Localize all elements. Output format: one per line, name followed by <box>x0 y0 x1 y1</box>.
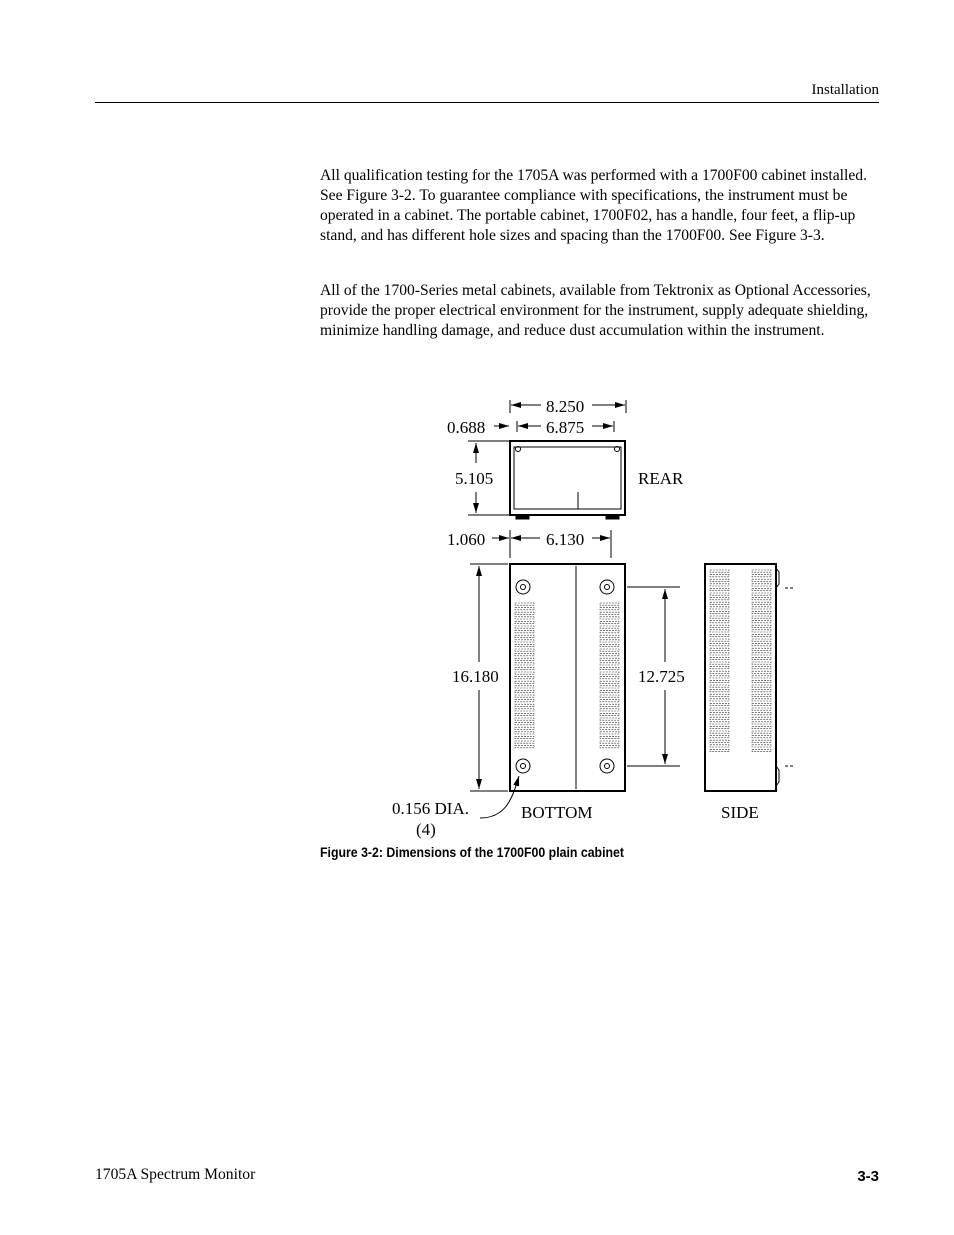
vent-slot <box>600 672 619 674</box>
vent-slot <box>515 709 534 711</box>
vent-slot <box>515 723 534 725</box>
vent-slot <box>600 644 619 646</box>
vent-slot <box>515 718 534 720</box>
vent-slot <box>710 657 729 659</box>
vent-slot <box>515 686 534 688</box>
vent-slot <box>710 579 729 581</box>
vent-slot <box>515 608 534 610</box>
vent-slot <box>515 677 534 679</box>
vent-slot <box>600 713 619 715</box>
label-side-view: SIDE <box>721 803 759 822</box>
vent-slot <box>710 598 729 600</box>
vent-slot <box>710 588 729 590</box>
vent-slot <box>710 745 729 747</box>
vent-slot <box>752 667 771 669</box>
vent-slot <box>710 634 729 636</box>
vent-slot <box>600 736 619 738</box>
vent-slot <box>752 662 771 664</box>
vent-slot <box>710 690 729 692</box>
vent-slot <box>600 727 619 729</box>
vent-slot <box>752 579 771 581</box>
vent-slot <box>710 662 729 664</box>
dim-rear-edge-offset: 0.688 <box>447 418 486 437</box>
vent-slot <box>710 616 729 618</box>
dim-rear-hole-spacing: 6.875 <box>546 418 585 437</box>
vent-slot <box>752 648 771 650</box>
vent-slot <box>515 631 534 633</box>
running-header: Installation <box>811 82 879 98</box>
vent-slot <box>752 588 771 590</box>
vent-slot <box>515 663 534 665</box>
vent-slot <box>752 703 771 705</box>
vent-slot <box>515 681 534 683</box>
vent-slot <box>710 694 729 696</box>
vent-slot <box>710 717 729 719</box>
vent-slot <box>600 704 619 706</box>
vent-slot <box>710 731 729 733</box>
vent-slot <box>752 713 771 715</box>
vent-slot <box>600 608 619 610</box>
vent-slot <box>515 621 534 623</box>
vent-slot <box>752 616 771 618</box>
vent-slot <box>710 722 729 724</box>
vent-slot <box>710 685 729 687</box>
vent-slot <box>752 676 771 678</box>
bottom-view <box>510 564 625 791</box>
vent-slot <box>710 749 729 751</box>
vent-slot <box>752 625 771 627</box>
vent-slot <box>515 617 534 619</box>
vent-slot <box>515 626 534 628</box>
vent-slot <box>752 749 771 751</box>
vent-slot <box>752 685 771 687</box>
vent-slot <box>752 671 771 673</box>
vent-slot <box>710 593 729 595</box>
vent-slot <box>752 717 771 719</box>
dim-bottom-hole-spacing: 6.130 <box>546 530 585 549</box>
vent-slot <box>600 640 619 642</box>
vent-slot <box>515 732 534 734</box>
vent-slot <box>752 598 771 600</box>
label-bottom-view: BOTTOM <box>521 803 593 822</box>
vent-slot <box>515 603 534 605</box>
vent-slot <box>600 700 619 702</box>
vent-slot <box>752 644 771 646</box>
vent-slot <box>752 639 771 641</box>
vent-slot <box>515 713 534 715</box>
vent-slot <box>600 612 619 614</box>
paragraph-metal-cabinets: All of the 1700-Series metal cabinets, available from Tektronix as Optional Accessories, provide the proper electrical environment for the instrument, supply adequate shielding, minimize handling damage, and reduce dust accumulation within the instrument. <box>320 282 871 339</box>
vent-slot <box>600 746 619 748</box>
vent-slot <box>710 584 729 586</box>
dim-rear-height: 5.105 <box>455 469 494 488</box>
vent-slot <box>752 722 771 724</box>
vent-slot <box>600 654 619 656</box>
paragraph-cabinet-testing: All qualification testing for the 1705A was performed with a 1700F00 cabinet installed. See Figure 3-2. To guarantee compliance with specifications, the instrument must be operated in a cabinet. The portable cabinet, 1700F02, has a handle, four feet, a flip-up stand, and has different hole sizes and spacing than the 1700F00. See Figure 3-3. <box>320 167 867 244</box>
vent-slot <box>710 639 729 641</box>
vent-slot <box>515 746 534 748</box>
vent-slot <box>710 602 729 604</box>
vent-slot <box>752 657 771 659</box>
vent-slot <box>710 676 729 678</box>
vent-slot <box>710 625 729 627</box>
vent-slot <box>710 607 729 609</box>
label-rear-view: REAR <box>638 469 684 488</box>
vent-slot <box>710 736 729 738</box>
vent-slot <box>515 741 534 743</box>
vent-slot <box>600 658 619 660</box>
vent-slot <box>600 631 619 633</box>
vent-slot <box>752 611 771 613</box>
dim-bottom-hole-length-spacing: 12.725 <box>638 667 685 686</box>
vent-slot <box>600 649 619 651</box>
dim-hole-diameter: 0.156 DIA. <box>392 799 469 818</box>
vent-slot <box>752 653 771 655</box>
vent-slot <box>752 708 771 710</box>
vent-slot <box>600 718 619 720</box>
vent-slot <box>600 709 619 711</box>
vent-slot <box>752 630 771 632</box>
vent-slot <box>752 694 771 696</box>
vent-slot <box>710 575 729 577</box>
vent-slot <box>752 731 771 733</box>
vent-slot <box>710 611 729 613</box>
vent-slot <box>515 649 534 651</box>
vent-slot <box>600 621 619 623</box>
vent-slot <box>600 686 619 688</box>
vent-slot <box>710 570 729 572</box>
vent-slot <box>600 617 619 619</box>
dim-hole-count: (4) <box>416 820 436 839</box>
vent-slot <box>600 681 619 683</box>
vent-slot <box>600 690 619 692</box>
vent-slot <box>600 732 619 734</box>
vent-slot <box>710 671 729 673</box>
vent-slot <box>515 700 534 702</box>
vent-slot <box>600 603 619 605</box>
vent-slot <box>752 621 771 623</box>
vent-slot <box>710 644 729 646</box>
rear-view <box>510 441 625 519</box>
vent-slot <box>515 644 534 646</box>
vent-slot <box>600 635 619 637</box>
vent-slot <box>710 708 729 710</box>
vent-slot <box>515 640 534 642</box>
dim-rear-overall-width: 8.250 <box>546 397 585 416</box>
vent-slot <box>752 607 771 609</box>
vent-slot <box>752 726 771 728</box>
dim-bottom-edge-offset: 1.060 <box>447 530 486 549</box>
vent-slot <box>515 635 534 637</box>
vent-slot <box>710 680 729 682</box>
vent-slot <box>752 736 771 738</box>
vent-slot <box>600 677 619 679</box>
vent-slot <box>515 672 534 674</box>
vent-slot <box>600 741 619 743</box>
figure-caption: Figure 3-2: Dimensions of the 1700F00 plain cabinet <box>320 844 624 860</box>
vent-slot <box>710 630 729 632</box>
vent-slot <box>710 699 729 701</box>
vent-slot <box>600 723 619 725</box>
vent-slot <box>752 593 771 595</box>
vent-slot <box>515 727 534 729</box>
vent-slot <box>710 653 729 655</box>
vent-slot <box>752 740 771 742</box>
side-vent-pattern <box>710 570 771 752</box>
vent-slot <box>752 634 771 636</box>
vent-slot <box>752 745 771 747</box>
vent-slot <box>515 690 534 692</box>
vent-slot <box>515 695 534 697</box>
vent-slot <box>710 667 729 669</box>
dim-bottom-length: 16.180 <box>452 667 499 686</box>
vent-slot <box>752 570 771 572</box>
vent-slot <box>515 704 534 706</box>
page-number: 3-3 <box>857 1168 879 1185</box>
vent-slot <box>600 663 619 665</box>
vent-slot <box>752 680 771 682</box>
vent-slot <box>515 654 534 656</box>
vent-slot <box>515 658 534 660</box>
vent-slot <box>600 667 619 669</box>
vent-slot <box>752 584 771 586</box>
bottom-vent-pattern <box>515 603 619 748</box>
side-view <box>705 564 793 791</box>
vent-slot <box>752 575 771 577</box>
vent-slot <box>600 695 619 697</box>
footer-title: 1705A Spectrum Monitor <box>95 1166 256 1183</box>
vent-slot <box>710 713 729 715</box>
vent-slot <box>752 602 771 604</box>
vent-slot <box>600 626 619 628</box>
vent-slot <box>515 736 534 738</box>
vent-slot <box>710 726 729 728</box>
vent-slot <box>752 690 771 692</box>
vent-slot <box>752 699 771 701</box>
vent-slot <box>515 612 534 614</box>
vent-slot <box>710 703 729 705</box>
vent-slot <box>710 621 729 623</box>
vent-slot <box>710 648 729 650</box>
vent-slot <box>710 740 729 742</box>
vent-slot <box>515 667 534 669</box>
